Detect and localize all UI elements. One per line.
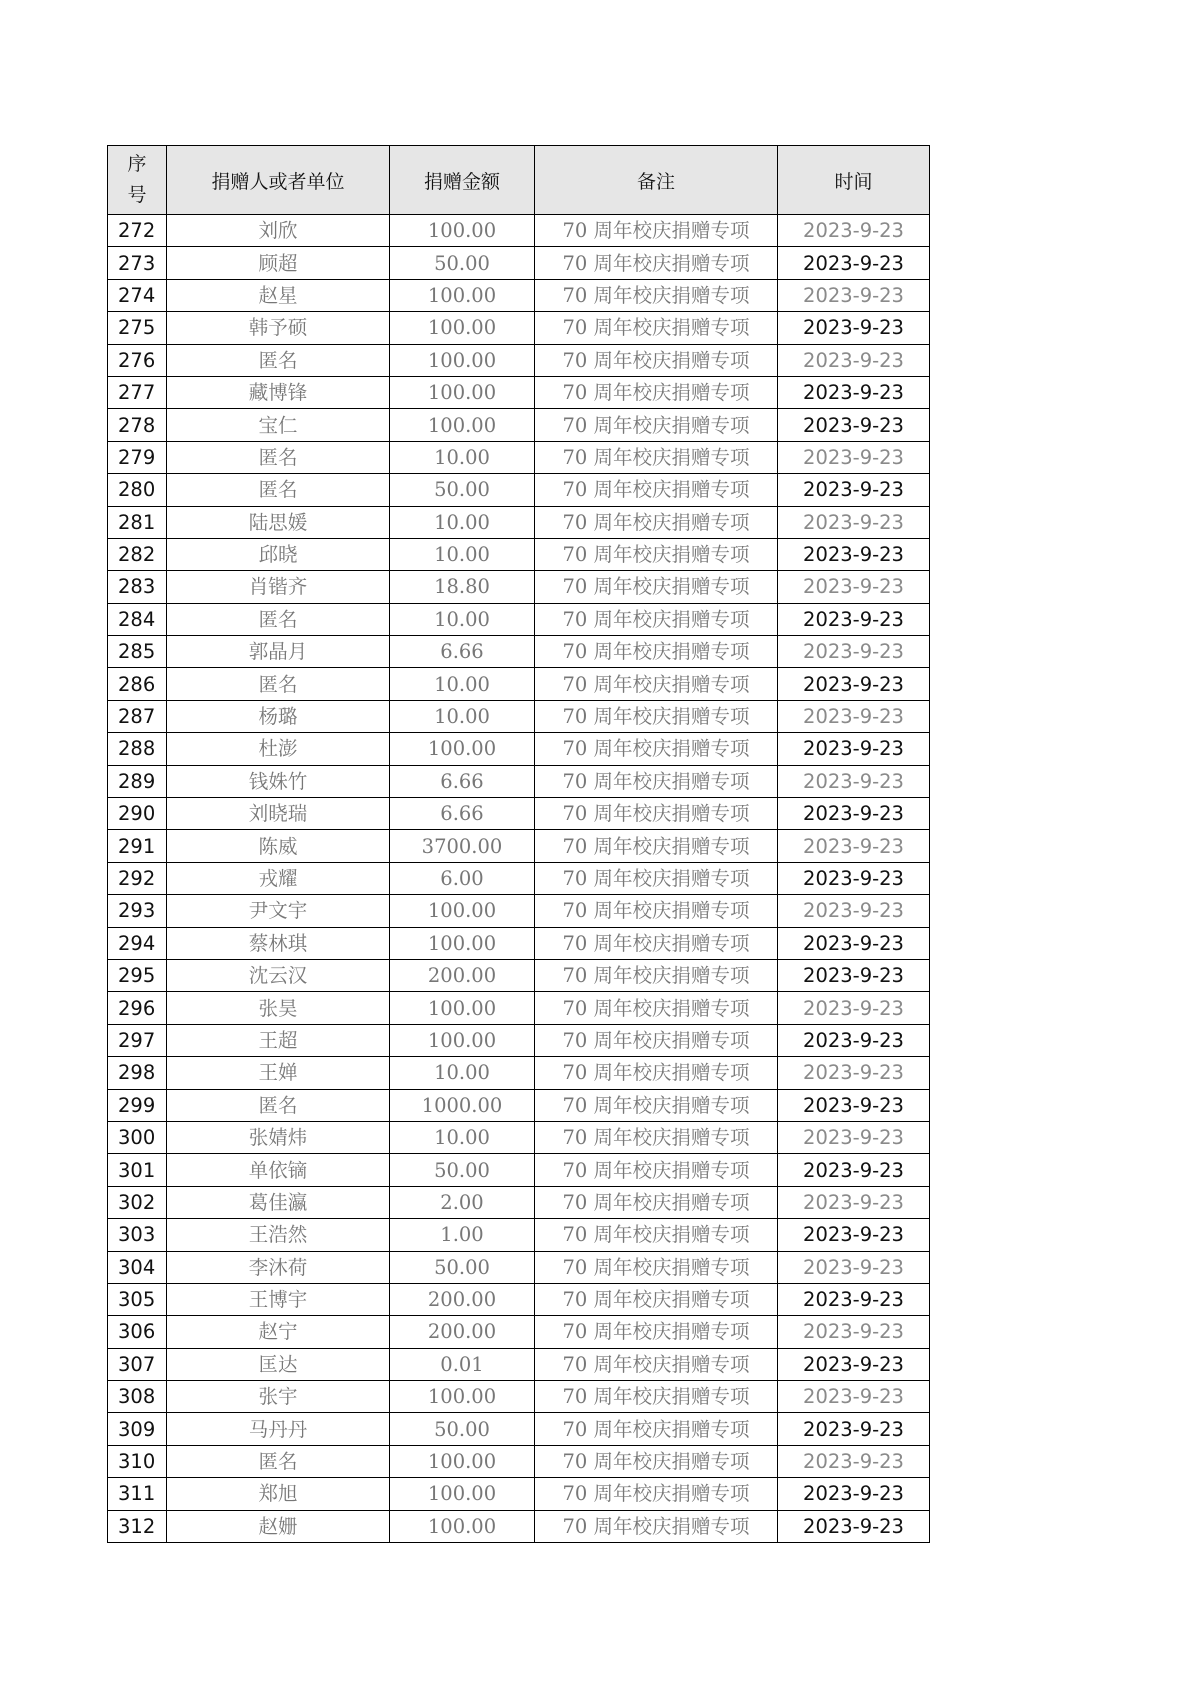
table-row: [108, 603, 930, 635]
row-date: 2023-9-23: [778, 1057, 930, 1089]
row-date: 2023-9-23: [778, 927, 930, 959]
row-serial-number: 283: [108, 571, 167, 603]
row-serial-number: 285: [108, 636, 167, 668]
row-amount: 100.00: [390, 312, 535, 344]
row-date: 2023-9-23: [778, 700, 930, 732]
row-serial-number: 302: [108, 1186, 167, 1218]
row-amount: 100.00: [390, 733, 535, 765]
row-amount: 100.00: [390, 1510, 535, 1542]
row-serial-number: 294: [108, 927, 167, 959]
row-donor-name: 匿名: [167, 441, 390, 473]
row-serial-number: 305: [108, 1283, 167, 1315]
row-donor-name: 王超: [167, 1024, 390, 1056]
row-date: 2023-9-23: [778, 798, 930, 830]
row-donor-name: 张昊: [167, 992, 390, 1024]
row-donor-name: 陆思媛: [167, 506, 390, 538]
row-donor-name: 匿名: [167, 1089, 390, 1121]
row-date: 2023-9-23: [778, 215, 930, 247]
header-amount: 捐赠金额: [390, 146, 535, 215]
row-serial-number: 290: [108, 798, 167, 830]
header-donor: 捐赠人或者单位: [167, 146, 390, 215]
table-header: [108, 146, 930, 215]
row-serial-number: 296: [108, 992, 167, 1024]
row-note: 70 周年校庆捐赠专项: [535, 1283, 778, 1315]
row-donor-name: 刘欣: [167, 215, 390, 247]
table-row: [108, 1186, 930, 1218]
row-donor-name: 蔡林琪: [167, 927, 390, 959]
row-amount: 50.00: [390, 1251, 535, 1283]
row-amount: 1000.00: [390, 1089, 535, 1121]
row-amount: 10.00: [390, 668, 535, 700]
table-row: [108, 700, 930, 732]
row-serial-number: 273: [108, 247, 167, 279]
row-amount: 6.00: [390, 862, 535, 894]
row-donor-name: 肖锴齐: [167, 571, 390, 603]
table-row: [108, 506, 930, 538]
row-date: 2023-9-23: [778, 1251, 930, 1283]
row-serial-number: 308: [108, 1381, 167, 1413]
row-amount: 10.00: [390, 506, 535, 538]
row-amount: 100.00: [390, 409, 535, 441]
row-donor-name: 韩予硕: [167, 312, 390, 344]
row-note: 70 周年校庆捐赠专项: [535, 1348, 778, 1380]
table-row: [108, 636, 930, 668]
row-serial-number: 301: [108, 1154, 167, 1186]
row-donor-name: 钱姝竹: [167, 765, 390, 797]
row-note: 70 周年校庆捐赠专项: [535, 279, 778, 311]
row-date: 2023-9-23: [778, 1316, 930, 1348]
row-note: 70 周年校庆捐赠专项: [535, 1186, 778, 1218]
row-date: 2023-9-23: [778, 830, 930, 862]
row-note: 70 周年校庆捐赠专项: [535, 441, 778, 473]
row-amount: 10.00: [390, 1057, 535, 1089]
row-donor-name: 匿名: [167, 668, 390, 700]
row-note: 70 周年校庆捐赠专项: [535, 538, 778, 570]
row-serial-number: 286: [108, 668, 167, 700]
row-donor-name: 藏博锋: [167, 376, 390, 408]
row-donor-name: 宝仁: [167, 409, 390, 441]
row-serial-number: 297: [108, 1024, 167, 1056]
row-serial-number: 312: [108, 1510, 167, 1542]
row-note: 70 周年校庆捐赠专项: [535, 700, 778, 732]
table-row: [108, 830, 930, 862]
row-serial-number: 272: [108, 215, 167, 247]
row-note: 70 周年校庆捐赠专项: [535, 636, 778, 668]
table-row: [108, 1445, 930, 1477]
row-serial-number: 311: [108, 1478, 167, 1510]
row-amount: 0.01: [390, 1348, 535, 1380]
row-note: 70 周年校庆捐赠专项: [535, 959, 778, 991]
row-donor-name: 匿名: [167, 474, 390, 506]
row-amount: 100.00: [390, 376, 535, 408]
table-row: [108, 959, 930, 991]
row-date: 2023-9-23: [778, 409, 930, 441]
row-donor-name: 刘晓瑞: [167, 798, 390, 830]
table-row: [108, 1316, 930, 1348]
row-amount: 10.00: [390, 700, 535, 732]
row-donor-name: 匿名: [167, 344, 390, 376]
row-amount: 100.00: [390, 1445, 535, 1477]
row-donor-name: 王浩然: [167, 1219, 390, 1251]
row-serial-number: 279: [108, 441, 167, 473]
row-note: 70 周年校庆捐赠专项: [535, 1478, 778, 1510]
row-amount: 100.00: [390, 215, 535, 247]
row-date: 2023-9-23: [778, 1510, 930, 1542]
row-amount: 100.00: [390, 1024, 535, 1056]
row-amount: 18.80: [390, 571, 535, 603]
header-serial-number: [108, 146, 167, 215]
row-date: 2023-9-23: [778, 733, 930, 765]
row-date: 2023-9-23: [778, 376, 930, 408]
table-row: [108, 215, 930, 247]
row-date: 2023-9-23: [778, 279, 930, 311]
row-donor-name: 赵星: [167, 279, 390, 311]
table-row: [108, 862, 930, 894]
table-row: [108, 765, 930, 797]
row-donor-name: 郑旭: [167, 1478, 390, 1510]
row-note: 70 周年校庆捐赠专项: [535, 1057, 778, 1089]
header-serial-line2: 号: [127, 184, 147, 206]
row-donor-name: 王婵: [167, 1057, 390, 1089]
row-note: 70 周年校庆捐赠专项: [535, 992, 778, 1024]
row-serial-number: 310: [108, 1445, 167, 1477]
row-donor-name: 邱晓: [167, 538, 390, 570]
row-note: 70 周年校庆捐赠专项: [535, 1024, 778, 1056]
row-serial-number: 307: [108, 1348, 167, 1380]
row-date: 2023-9-23: [778, 571, 930, 603]
row-amount: 50.00: [390, 1154, 535, 1186]
table-row: [108, 895, 930, 927]
row-amount: 100.00: [390, 895, 535, 927]
row-note: 70 周年校庆捐赠专项: [535, 215, 778, 247]
table-row: [108, 1510, 930, 1542]
row-date: 2023-9-23: [778, 1121, 930, 1153]
row-amount: 6.66: [390, 636, 535, 668]
row-donor-name: 张婧炜: [167, 1121, 390, 1153]
row-serial-number: 299: [108, 1089, 167, 1121]
row-serial-number: 275: [108, 312, 167, 344]
row-serial-number: 309: [108, 1413, 167, 1445]
row-date: 2023-9-23: [778, 312, 930, 344]
row-note: 70 周年校庆捐赠专项: [535, 247, 778, 279]
row-note: 70 周年校庆捐赠专项: [535, 1316, 778, 1348]
row-amount: 200.00: [390, 1316, 535, 1348]
row-note: 70 周年校庆捐赠专项: [535, 1445, 778, 1477]
row-date: 2023-9-23: [778, 1381, 930, 1413]
row-donor-name: 尹文宇: [167, 895, 390, 927]
row-serial-number: 277: [108, 376, 167, 408]
row-date: 2023-9-23: [778, 1413, 930, 1445]
row-serial-number: 282: [108, 538, 167, 570]
row-date: 2023-9-23: [778, 441, 930, 473]
row-serial-number: 289: [108, 765, 167, 797]
row-serial-number: 278: [108, 409, 167, 441]
row-note: 70 周年校庆捐赠专项: [535, 409, 778, 441]
donation-table: [107, 145, 930, 1543]
row-serial-number: 300: [108, 1121, 167, 1153]
row-donor-name: 李沐荷: [167, 1251, 390, 1283]
table-row: [108, 1024, 930, 1056]
row-serial-number: 292: [108, 862, 167, 894]
row-amount: 10.00: [390, 441, 535, 473]
row-serial-number: 293: [108, 895, 167, 927]
row-amount: 6.66: [390, 765, 535, 797]
row-note: 70 周年校庆捐赠专项: [535, 798, 778, 830]
row-amount: 1.00: [390, 1219, 535, 1251]
table-row: [108, 668, 930, 700]
row-serial-number: 295: [108, 959, 167, 991]
row-note: 70 周年校庆捐赠专项: [535, 862, 778, 894]
row-note: 70 周年校庆捐赠专项: [535, 830, 778, 862]
row-note: 70 周年校庆捐赠专项: [535, 1510, 778, 1542]
header-date: 时间: [778, 146, 930, 215]
row-note: 70 周年校庆捐赠专项: [535, 895, 778, 927]
row-date: 2023-9-23: [778, 1348, 930, 1380]
row-serial-number: 276: [108, 344, 167, 376]
row-note: 70 周年校庆捐赠专项: [535, 733, 778, 765]
table-row: [108, 1283, 930, 1315]
row-donor-name: 郭晶月: [167, 636, 390, 668]
row-date: 2023-9-23: [778, 538, 930, 570]
row-date: 2023-9-23: [778, 474, 930, 506]
row-date: 2023-9-23: [778, 992, 930, 1024]
header-serial-line1: 序: [127, 153, 147, 175]
row-donor-name: 杨璐: [167, 700, 390, 732]
row-date: 2023-9-23: [778, 862, 930, 894]
row-serial-number: 304: [108, 1251, 167, 1283]
row-note: 70 周年校庆捐赠专项: [535, 668, 778, 700]
row-donor-name: 马丹丹: [167, 1413, 390, 1445]
row-amount: 100.00: [390, 344, 535, 376]
row-note: 70 周年校庆捐赠专项: [535, 312, 778, 344]
table-row: [108, 279, 930, 311]
row-serial-number: 303: [108, 1219, 167, 1251]
row-note: 70 周年校庆捐赠专项: [535, 1381, 778, 1413]
header-row: [108, 146, 930, 215]
table-row: [108, 538, 930, 570]
row-amount: 100.00: [390, 927, 535, 959]
table-row: [108, 733, 930, 765]
row-note: 70 周年校庆捐赠专项: [535, 1413, 778, 1445]
table-row: [108, 441, 930, 473]
row-note: 70 周年校庆捐赠专项: [535, 927, 778, 959]
row-note: 70 周年校庆捐赠专项: [535, 506, 778, 538]
table-row: [108, 376, 930, 408]
row-donor-name: 匡达: [167, 1348, 390, 1380]
row-amount: 100.00: [390, 1478, 535, 1510]
row-donor-name: 赵姗: [167, 1510, 390, 1542]
row-date: 2023-9-23: [778, 506, 930, 538]
row-note: 70 周年校庆捐赠专项: [535, 765, 778, 797]
row-note: 70 周年校庆捐赠专项: [535, 344, 778, 376]
table-row: [108, 409, 930, 441]
table-row: [108, 571, 930, 603]
row-donor-name: 匿名: [167, 1445, 390, 1477]
row-note: 70 周年校庆捐赠专项: [535, 1154, 778, 1186]
row-date: 2023-9-23: [778, 959, 930, 991]
row-date: 2023-9-23: [778, 1219, 930, 1251]
row-amount: 100.00: [390, 1381, 535, 1413]
row-note: 70 周年校庆捐赠专项: [535, 376, 778, 408]
row-serial-number: 287: [108, 700, 167, 732]
row-date: 2023-9-23: [778, 1089, 930, 1121]
row-note: 70 周年校庆捐赠专项: [535, 1089, 778, 1121]
row-donor-name: 张宇: [167, 1381, 390, 1413]
row-serial-number: 291: [108, 830, 167, 862]
row-serial-number: 288: [108, 733, 167, 765]
table-row: [108, 1154, 930, 1186]
table-row: [108, 1121, 930, 1153]
row-amount: 200.00: [390, 959, 535, 991]
table-row: [108, 1381, 930, 1413]
table-row: [108, 1348, 930, 1380]
row-amount: 100.00: [390, 279, 535, 311]
row-date: 2023-9-23: [778, 344, 930, 376]
row-amount: 10.00: [390, 538, 535, 570]
row-date: 2023-9-23: [778, 636, 930, 668]
row-amount: 50.00: [390, 247, 535, 279]
row-donor-name: 沈云汉: [167, 959, 390, 991]
row-donor-name: 单依镝: [167, 1154, 390, 1186]
row-date: 2023-9-23: [778, 765, 930, 797]
row-amount: 200.00: [390, 1283, 535, 1315]
row-note: 70 周年校庆捐赠专项: [535, 1251, 778, 1283]
row-serial-number: 281: [108, 506, 167, 538]
row-serial-number: 274: [108, 279, 167, 311]
row-date: 2023-9-23: [778, 1445, 930, 1477]
table-row: [108, 1057, 930, 1089]
table-row: [108, 312, 930, 344]
row-amount: 50.00: [390, 1413, 535, 1445]
row-amount: 10.00: [390, 603, 535, 635]
row-serial-number: 306: [108, 1316, 167, 1348]
table-row: [108, 1219, 930, 1251]
row-date: 2023-9-23: [778, 668, 930, 700]
table-row: [108, 1089, 930, 1121]
row-donor-name: 王博宇: [167, 1283, 390, 1315]
row-note: 70 周年校庆捐赠专项: [535, 1121, 778, 1153]
table-row: [108, 474, 930, 506]
row-date: 2023-9-23: [778, 1186, 930, 1218]
row-amount: 3700.00: [390, 830, 535, 862]
row-amount: 6.66: [390, 798, 535, 830]
row-donor-name: 杜澎: [167, 733, 390, 765]
row-serial-number: 280: [108, 474, 167, 506]
row-note: 70 周年校庆捐赠专项: [535, 474, 778, 506]
row-note: 70 周年校庆捐赠专项: [535, 603, 778, 635]
row-date: 2023-9-23: [778, 1154, 930, 1186]
row-note: 70 周年校庆捐赠专项: [535, 571, 778, 603]
row-donor-name: 陈威: [167, 830, 390, 862]
table-row: [108, 247, 930, 279]
row-donor-name: 戎耀: [167, 862, 390, 894]
row-date: 2023-9-23: [778, 603, 930, 635]
row-amount: 100.00: [390, 992, 535, 1024]
row-amount: 10.00: [390, 1121, 535, 1153]
table-body: [108, 215, 930, 1543]
row-serial-number: 298: [108, 1057, 167, 1089]
header-note: 备注: [535, 146, 778, 215]
table-row: [108, 798, 930, 830]
row-date: 2023-9-23: [778, 1283, 930, 1315]
table-row: [108, 927, 930, 959]
row-date: 2023-9-23: [778, 1478, 930, 1510]
table-row: [108, 344, 930, 376]
table-row: [108, 992, 930, 1024]
row-donor-name: 葛佳瀛: [167, 1186, 390, 1218]
table-row: [108, 1251, 930, 1283]
row-amount: 2.00: [390, 1186, 535, 1218]
row-date: 2023-9-23: [778, 1024, 930, 1056]
row-date: 2023-9-23: [778, 895, 930, 927]
table-row: [108, 1478, 930, 1510]
row-donor-name: 顾超: [167, 247, 390, 279]
row-donor-name: 赵宁: [167, 1316, 390, 1348]
row-amount: 50.00: [390, 474, 535, 506]
table-row: [108, 1413, 930, 1445]
row-date: 2023-9-23: [778, 247, 930, 279]
row-donor-name: 匿名: [167, 603, 390, 635]
row-note: 70 周年校庆捐赠专项: [535, 1219, 778, 1251]
row-serial-number: 284: [108, 603, 167, 635]
